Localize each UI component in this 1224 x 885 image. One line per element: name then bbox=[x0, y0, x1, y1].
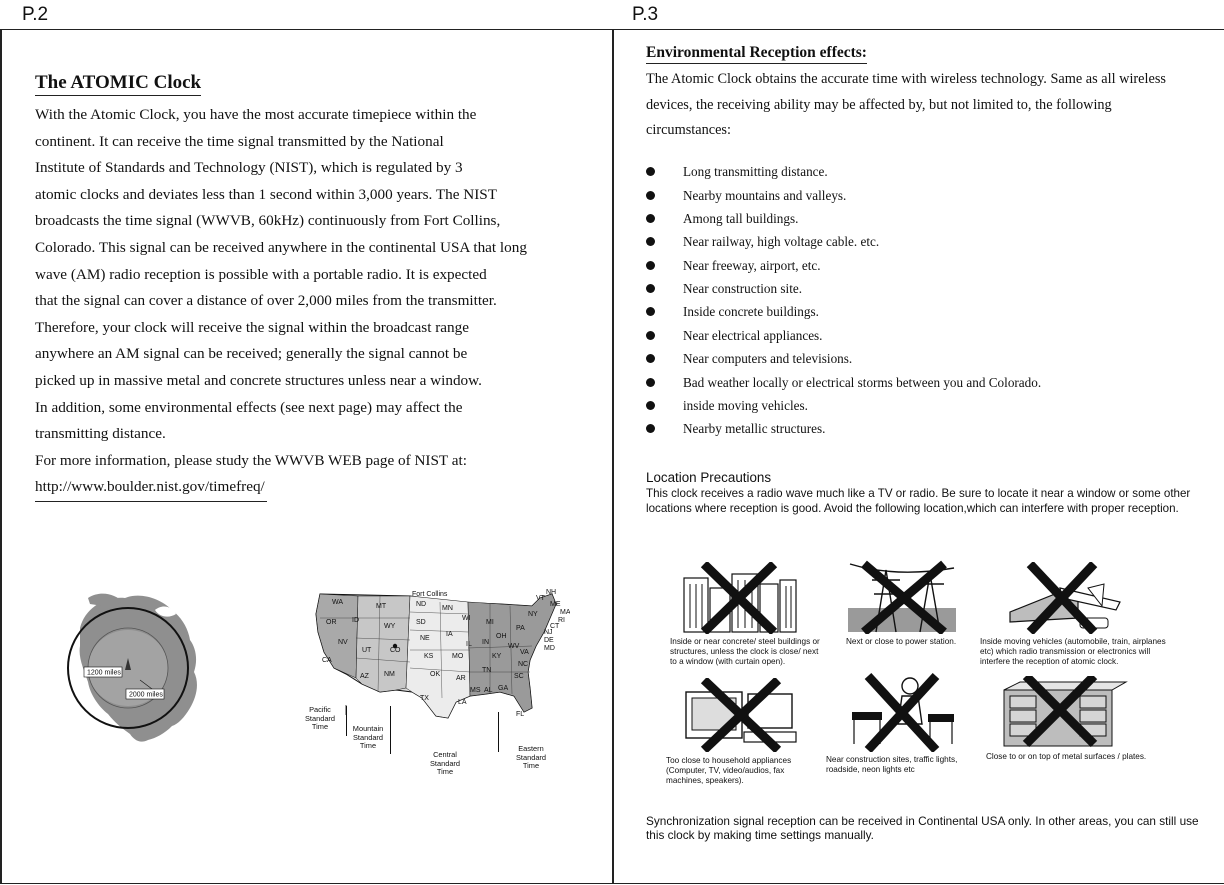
pacific-zone-label bbox=[299, 706, 341, 732]
zone-label-line: Time bbox=[311, 722, 329, 732]
state-label: WI bbox=[462, 615, 471, 622]
list-item-text: Near railway, high voltage cable. etc. bbox=[683, 234, 880, 250]
list-item-text: Bad weather locally or electrical storms between you and Colorado. bbox=[683, 374, 1042, 390]
body-line: continent. It can receive the time signal transmitted by the National bbox=[35, 132, 444, 150]
caption-vehicles: Inside moving vehicles (automobile, train, airplanes etc) which radio transmission or electronics will interfere the reception of atomic clock. bbox=[980, 637, 1166, 666]
state-label: AL bbox=[484, 687, 493, 694]
state-label: WA bbox=[332, 599, 344, 606]
state-label: OH bbox=[496, 633, 507, 640]
bullet-icon bbox=[646, 401, 655, 410]
zone-label-line: Time bbox=[359, 741, 377, 751]
state-label: NH bbox=[546, 589, 557, 596]
buildings-illustration bbox=[678, 562, 800, 634]
appliances-illustration bbox=[682, 678, 800, 752]
bullet-icon bbox=[646, 214, 655, 223]
state-label: OR bbox=[326, 619, 337, 626]
state-label: GA bbox=[498, 685, 509, 692]
zone-label-line: Central bbox=[433, 750, 457, 759]
zone-label-line: Eastern bbox=[518, 744, 544, 753]
us-timezone-map bbox=[300, 588, 570, 783]
bullet-icon bbox=[646, 237, 655, 246]
state-label: RI bbox=[558, 617, 565, 624]
caption-buildings: Inside or near concrete/ steel buildings or structures, unless the clock is close/ next to a window (with curtain open). bbox=[670, 637, 820, 666]
state-label: TN bbox=[482, 667, 492, 674]
central-zone-label bbox=[424, 751, 466, 777]
left-border bbox=[0, 29, 2, 884]
caption-power-station: Next or close to power station. bbox=[846, 637, 957, 646]
bullet-icon bbox=[646, 261, 655, 270]
pacific-zone-shade bbox=[316, 594, 358, 678]
state-label: SD bbox=[416, 619, 426, 626]
zone-label-line: Pacific bbox=[309, 705, 331, 714]
body-line: In addition, some environmental effects (see next page) may affect the bbox=[35, 398, 463, 416]
bullet-icon bbox=[646, 331, 655, 340]
bullet-icon bbox=[646, 378, 655, 387]
caption-metal: Close to or on top of metal surfaces / plates. bbox=[986, 752, 1147, 761]
metal-desk-illustration bbox=[1000, 676, 1128, 748]
bullet-icon bbox=[646, 424, 655, 433]
globe-illustration bbox=[60, 588, 210, 758]
list-item-text: Near electrical appliances. bbox=[683, 327, 823, 343]
state-label: NE bbox=[420, 635, 430, 642]
list-item bbox=[646, 300, 1206, 323]
list-item bbox=[646, 230, 1206, 253]
list-item-text: Nearby mountains and valleys. bbox=[683, 187, 847, 203]
zone-label-line: Mountain bbox=[352, 724, 384, 733]
state-label: TX bbox=[420, 695, 429, 702]
state-label: SC bbox=[514, 673, 524, 680]
body-line: that the signal can cover a distance of over 2,000 miles from the transmitter. bbox=[35, 292, 497, 310]
state-label: ME bbox=[550, 601, 561, 608]
us-map-illustration bbox=[300, 588, 570, 723]
center-divider bbox=[612, 29, 614, 884]
bullet-icon bbox=[646, 354, 655, 363]
environmental-section bbox=[646, 44, 1206, 441]
nist-url[interactable]: http://www.boulder.nist.gov/timefreq/ bbox=[35, 474, 267, 502]
list-item bbox=[646, 347, 1206, 370]
atomic-clock-section bbox=[35, 72, 595, 502]
body-line: broadcasts the time signal (WWVB, 60kHz) continuously from Fort Collins, bbox=[35, 212, 501, 230]
list-item-text: inside moving vehicles. bbox=[683, 398, 808, 414]
state-label: WV bbox=[508, 643, 520, 650]
state-label: OK bbox=[430, 671, 441, 678]
state-label: AR bbox=[456, 675, 466, 682]
state-label: MT bbox=[376, 603, 387, 610]
state-label: CT bbox=[550, 623, 560, 630]
list-item bbox=[646, 324, 1206, 347]
location-precautions-text: This clock receives a radio wave much like a TV or radio. Be sure to locate it near a window or some other locations where reception is good. Avoid the following location,which can interfere with proper reception. bbox=[646, 487, 1191, 515]
state-label: LA bbox=[458, 699, 467, 706]
state-label: VA bbox=[520, 649, 529, 656]
body-line: Institute of Standards and Technology (NIST), which is regulated by 3 bbox=[35, 159, 463, 177]
arctic-island-shape bbox=[88, 594, 122, 606]
state-label: VT bbox=[536, 595, 545, 602]
list-item-text: Inside concrete buildings. bbox=[683, 304, 819, 320]
zone-label-line: Standard bbox=[430, 758, 460, 768]
state-label: MO bbox=[452, 653, 464, 660]
state-label: MS bbox=[470, 687, 481, 694]
state-label: PA bbox=[516, 625, 525, 632]
list-item bbox=[646, 160, 1206, 183]
body-line: atomic clocks and deviates less than 1 second within 3,000 years. The NIST bbox=[35, 185, 497, 203]
state-label: UT bbox=[362, 647, 372, 654]
intro-line: The Atomic Clock obtains the accurate time with wireless technology. Same as all wireless bbox=[646, 71, 1166, 87]
state-label: IA bbox=[446, 631, 453, 638]
body-line: For more information, please study the WWVB WEB page of NIST at: bbox=[35, 451, 467, 469]
state-label: ND bbox=[416, 601, 427, 608]
power-station-illustration bbox=[846, 560, 958, 634]
state-label: AZ bbox=[360, 673, 369, 680]
state-label: ID bbox=[352, 617, 359, 624]
list-item bbox=[646, 207, 1206, 230]
list-item-text: Near computers and televisions. bbox=[683, 351, 853, 367]
list-item-text: Nearby metallic structures. bbox=[683, 421, 826, 437]
state-label: WY bbox=[384, 623, 396, 630]
construction-illustration bbox=[848, 672, 956, 752]
body-line: Therefore, your clock will receive the signal within the broadcast range bbox=[35, 318, 469, 336]
page-label-left: P.2 bbox=[22, 4, 49, 25]
state-label: NM bbox=[384, 671, 395, 678]
list-item bbox=[646, 394, 1206, 417]
list-item bbox=[646, 417, 1206, 440]
list-item-text: Long transmitting distance. bbox=[683, 164, 828, 180]
body-line: anywhere an AM signal can be received; generally the signal cannot be bbox=[35, 345, 468, 363]
state-label: MI bbox=[486, 619, 494, 626]
state-label: IN bbox=[482, 639, 489, 646]
state-label: NJ bbox=[544, 629, 553, 636]
list-item-text: Among tall buildings. bbox=[683, 210, 799, 226]
zone-label-line: Standard bbox=[516, 752, 546, 762]
eastern-divider bbox=[498, 712, 499, 752]
page-title: The ATOMIC Clock bbox=[35, 72, 201, 96]
intro-line: circumstances: bbox=[646, 122, 731, 139]
state-label: DE bbox=[544, 637, 554, 644]
state-label: MN bbox=[442, 605, 453, 612]
mountain-divider bbox=[390, 706, 391, 754]
bullet-icon bbox=[646, 284, 655, 293]
location-precautions-title: Location Precautions bbox=[646, 470, 772, 485]
list-item-text: Near freeway, airport, etc. bbox=[683, 257, 821, 273]
body-line: picked up in massive metal and concrete structures unless near a window. bbox=[35, 371, 482, 389]
vehicles-illustration bbox=[1000, 562, 1126, 634]
state-label: FL bbox=[516, 711, 525, 718]
inner-range-label: 1200 miles bbox=[87, 669, 121, 677]
list-item bbox=[646, 184, 1206, 207]
zone-label-line: Time bbox=[436, 767, 454, 777]
body-line: transmitting distance. bbox=[35, 425, 166, 443]
bullet-icon bbox=[646, 307, 655, 316]
reception-effects-list bbox=[646, 160, 1206, 441]
atomic-clock-body bbox=[35, 102, 595, 474]
zone-label-line: Time bbox=[522, 761, 540, 771]
intro-line: devices, the receiving ability may be affected by, but not limited to, the following bbox=[646, 96, 1112, 113]
environmental-heading: Environmental Reception effects: bbox=[646, 44, 867, 64]
synchronization-note: Synchronization signal reception can be received in Continental USA only. In other areas, you can still use this clock by making time settings manually. bbox=[646, 814, 1199, 842]
body-line: Colorado. This signal can be received anywhere in the continental USA that long bbox=[35, 238, 527, 256]
bullet-icon bbox=[646, 191, 655, 200]
state-label: MA bbox=[560, 609, 570, 616]
eastern-zone-label bbox=[510, 745, 552, 771]
caption-appliances: Too close to household appliances (Computer, TV, video/audios, fax machines, speakers). bbox=[666, 756, 792, 785]
page-label-right: P.3 bbox=[632, 4, 659, 25]
list-item-text: Near construction site. bbox=[683, 281, 803, 297]
list-item bbox=[646, 371, 1206, 394]
state-label: NC bbox=[518, 661, 529, 668]
state-label: KS bbox=[424, 653, 434, 660]
environmental-intro bbox=[646, 67, 1206, 144]
state-label: IL bbox=[466, 641, 472, 648]
mountain-zone-label bbox=[346, 725, 390, 751]
state-label: NV bbox=[338, 639, 348, 646]
state-label: KY bbox=[492, 653, 502, 660]
globe-figure bbox=[60, 588, 210, 758]
bullet-icon bbox=[646, 167, 655, 176]
outer-range-label: 2000 miles bbox=[129, 691, 163, 699]
state-label: MD bbox=[544, 645, 555, 652]
state-label: CO bbox=[390, 647, 401, 654]
list-item bbox=[646, 277, 1206, 300]
fort-collins-label: Fort Collins bbox=[412, 591, 448, 598]
zone-label-line: Standard bbox=[353, 732, 383, 742]
state-label: NY bbox=[528, 611, 538, 618]
caption-construction: Near construction sites, traffic lights, roadside, neon lights etc bbox=[826, 755, 958, 774]
body-line: With the Atomic Clock, you have the most accurate timepiece within the bbox=[35, 106, 477, 123]
body-line: wave (AM) radio reception is possible with a portable radio. It is expected bbox=[35, 265, 487, 283]
state-label: CA bbox=[322, 657, 332, 664]
list-item bbox=[646, 254, 1206, 277]
zone-label-line: Standard bbox=[305, 713, 335, 723]
eastern-zone-shade bbox=[468, 594, 556, 712]
